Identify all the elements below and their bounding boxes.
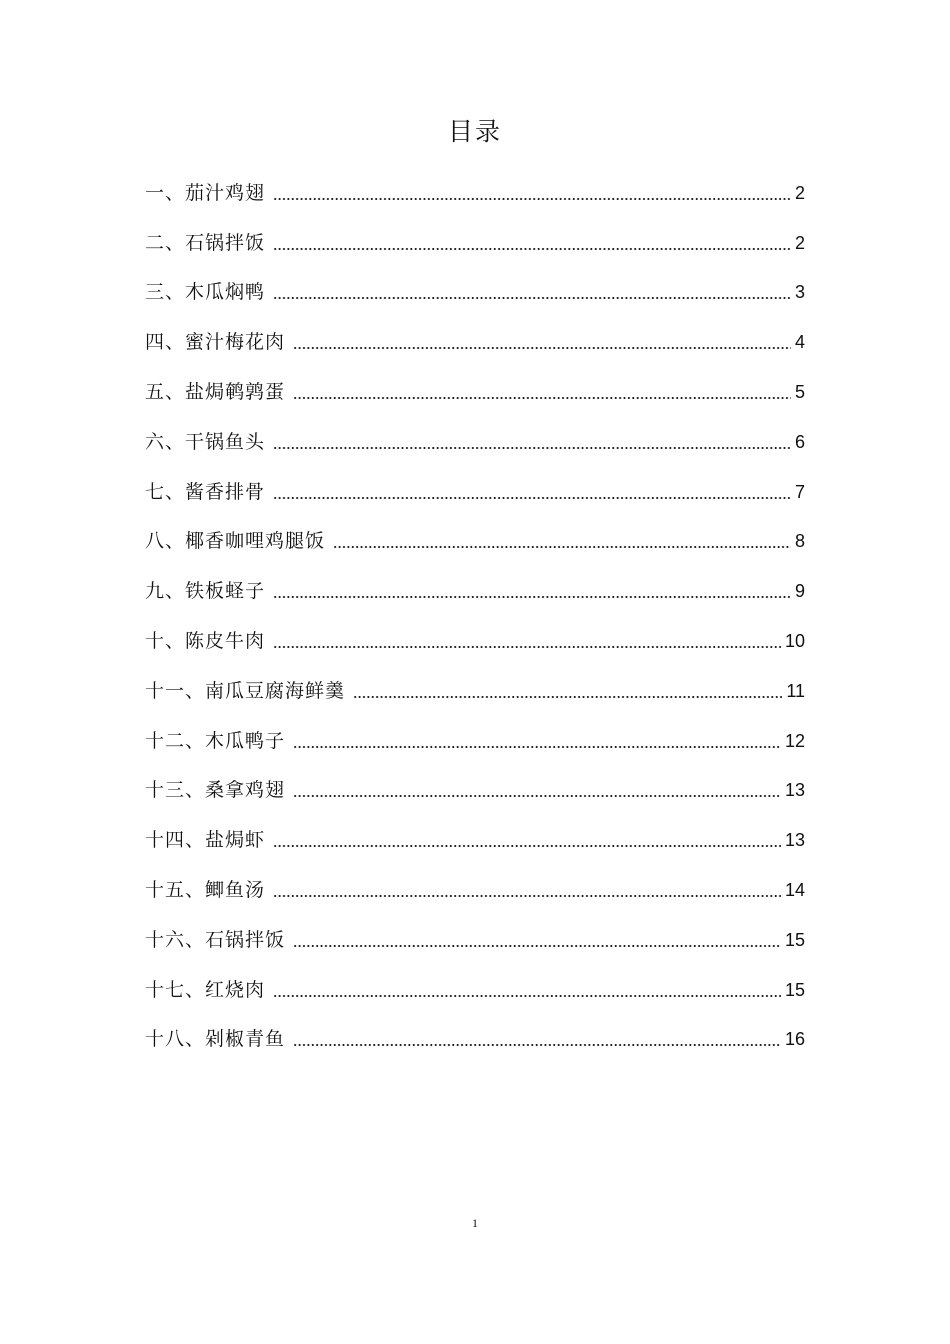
toc-leader-dots: [333, 543, 791, 551]
toc-entry-9[interactable]: [145, 566, 805, 616]
toc-entry-3[interactable]: [145, 268, 805, 318]
toc-entry-11[interactable]: [145, 666, 805, 716]
toc-entry-label: 十三、桑拿鸡翅: [145, 779, 286, 802]
toc-entry-label: 四、蜜汁梅花肉: [145, 331, 286, 354]
toc-entry-page: 4: [794, 332, 805, 353]
toc-entry-label: 十、陈皮牛肉: [145, 630, 266, 653]
toc-leader-dots: [293, 743, 781, 751]
toc-entry-7[interactable]: [145, 467, 805, 517]
toc-entry-label: 十七、红烧肉: [145, 978, 266, 1001]
toc-entry-14[interactable]: [145, 815, 805, 865]
page-number: 1: [472, 1216, 478, 1230]
toc-leader-dots: [273, 842, 781, 850]
toc-entry-page: 10: [784, 631, 805, 652]
toc-entry-page: 13: [784, 830, 805, 851]
toc-entry-5[interactable]: [145, 367, 805, 417]
toc-entry-2[interactable]: [145, 218, 805, 268]
toc-entry-page: 16: [784, 1029, 805, 1050]
toc-entry-4[interactable]: [145, 317, 805, 367]
table-of-contents: [145, 168, 805, 1064]
toc-entry-label: 三、木瓜焖鸭: [145, 281, 266, 304]
toc-leader-dots: [273, 593, 791, 601]
toc-entry-label: 六、干锅鱼头: [145, 430, 266, 453]
toc-entry-page: 7: [794, 481, 805, 502]
toc-entry-label: 十二、木瓜鸭子: [145, 729, 286, 752]
toc-entry-page: 2: [794, 182, 805, 203]
toc-leader-dots: [273, 892, 781, 900]
toc-leader-dots: [353, 693, 782, 701]
toc-entry-label: 十四、盐焗虾: [145, 829, 266, 852]
toc-entry-6[interactable]: [145, 417, 805, 467]
toc-entry-page: 5: [794, 382, 805, 403]
toc-leader-dots: [273, 294, 791, 302]
toc-entry-page: 8: [794, 531, 805, 552]
toc-entry-label: 八、椰香咖哩鸡腿饭: [145, 530, 326, 553]
toc-entry-12[interactable]: [145, 716, 805, 766]
toc-entry-page: 11: [786, 680, 805, 701]
toc-leader-dots: [273, 643, 781, 651]
toc-leader-dots: [293, 344, 791, 352]
toc-entry-page: 13: [784, 780, 805, 801]
toc-leader-dots: [293, 394, 791, 402]
toc-leader-dots: [273, 992, 781, 1000]
toc-entry-8[interactable]: [145, 517, 805, 567]
toc-entry-17[interactable]: [145, 965, 805, 1015]
toc-entry-page: 14: [784, 880, 805, 901]
toc-entry-page: 15: [784, 929, 805, 950]
toc-leader-dots: [293, 1041, 781, 1049]
toc-leader-dots: [273, 195, 791, 203]
toc-leader-dots: [273, 444, 791, 452]
toc-leader-dots: [293, 792, 781, 800]
toc-entry-label: 七、酱香排骨: [145, 480, 266, 503]
toc-entry-16[interactable]: [145, 915, 805, 965]
toc-leader-dots: [273, 494, 791, 502]
toc-entry-18[interactable]: [145, 1015, 805, 1065]
toc-entry-label: 十一、南瓜豆腐海鲜羹: [145, 679, 346, 702]
toc-entry-label: 五、盐焗鹌鹑蛋: [145, 381, 286, 404]
toc-entry-1[interactable]: [145, 168, 805, 218]
toc-entry-13[interactable]: [145, 766, 805, 816]
toc-entry-10[interactable]: [145, 616, 805, 666]
toc-entry-page: 6: [794, 431, 805, 452]
toc-entry-page: 2: [794, 232, 805, 253]
toc-entry-15[interactable]: [145, 865, 805, 915]
toc-leader-dots: [293, 942, 781, 950]
toc-entry-label: 十五、鲫鱼汤: [145, 879, 266, 902]
toc-entry-label: 十八、剁椒青鱼: [145, 1028, 286, 1051]
toc-entry-page: 9: [794, 581, 805, 602]
toc-title: 目录: [447, 117, 502, 146]
toc-entry-label: 十六、石锅拌饭: [145, 928, 286, 951]
toc-entry-label: 一、茄汁鸡翅: [145, 181, 266, 204]
toc-entry-page: 12: [784, 730, 805, 751]
toc-entry-label: 九、铁板蛏子: [145, 580, 266, 603]
toc-entry-page: 15: [784, 979, 805, 1000]
toc-entry-page: 3: [794, 282, 805, 303]
toc-leader-dots: [273, 245, 791, 253]
toc-entry-label: 二、石锅拌饭: [145, 231, 266, 254]
